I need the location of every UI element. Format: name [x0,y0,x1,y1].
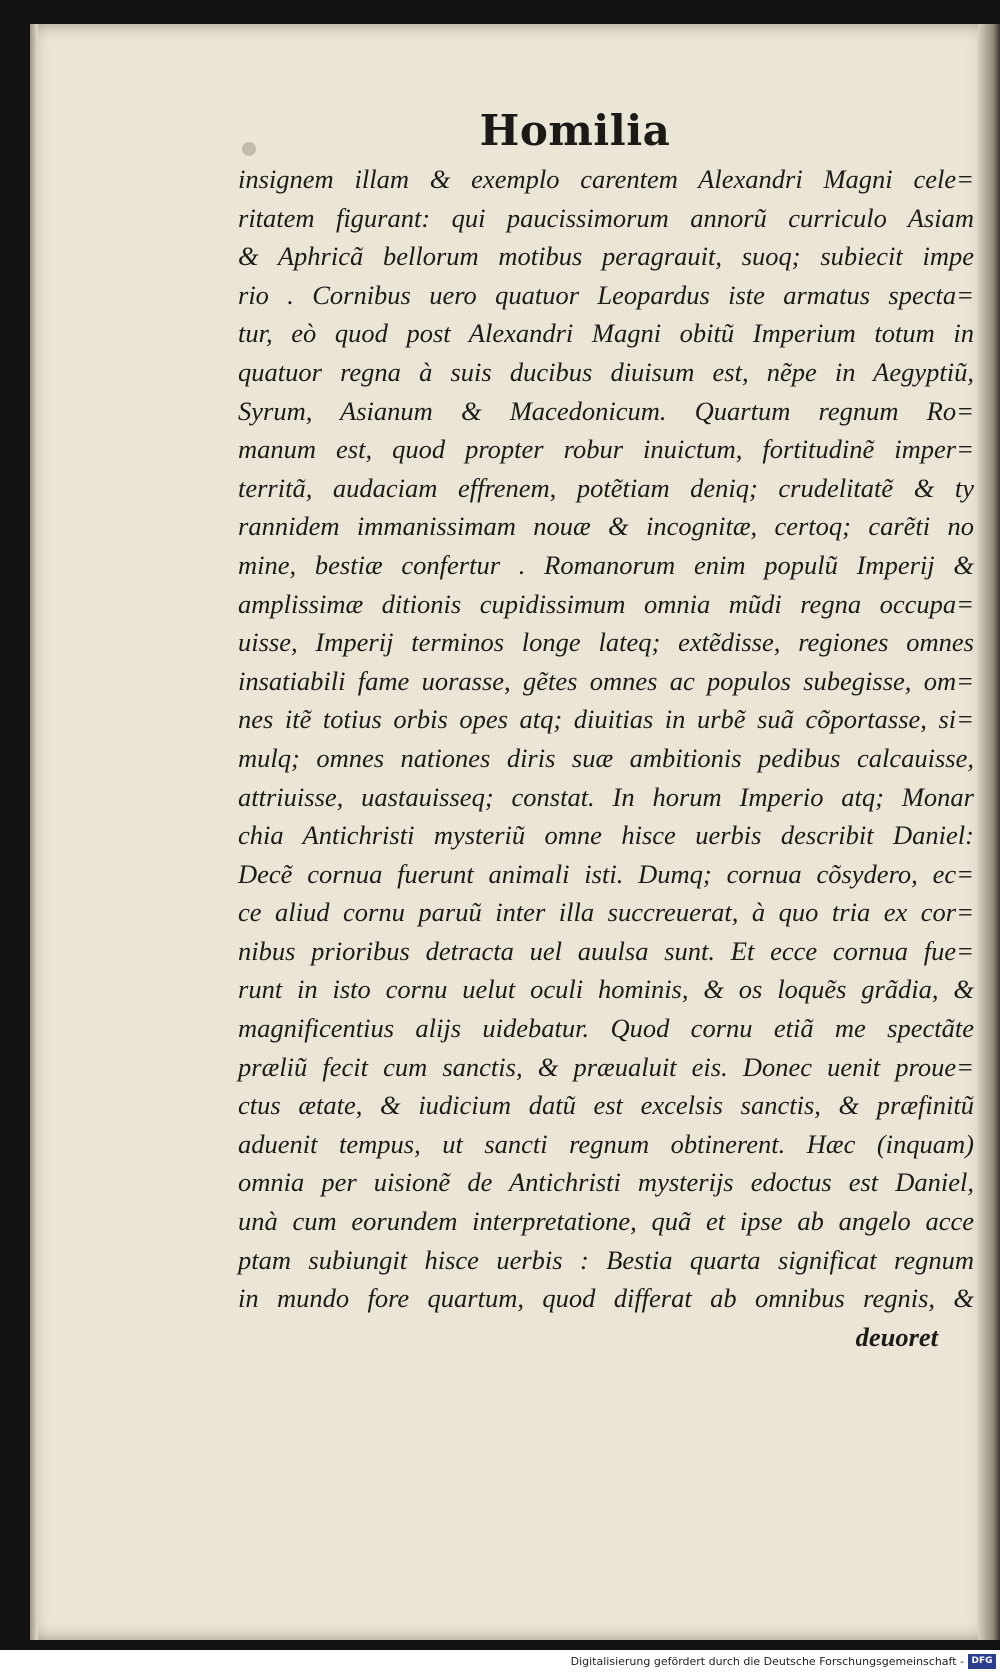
dfg-logo[interactable]: DFG [968,1654,996,1669]
text-line: & Aphricã bellorum motibus peragrauit, suoq; subiecit impe [238,241,974,272]
text-line: uisse, Imperij terminos longe lateq; extẽdisse, regiones omnes [238,627,974,658]
page-gutter [30,24,38,1640]
text-line: amplissimæ ditionis cupidissimum omnia mũdi regna occupa= [238,588,974,619]
text-line: in mundo fore quartum, quod differat ab omnibus regnis, & [238,1283,974,1314]
page-edge [978,24,1000,1640]
text-line: ritatem figurant: qui paucissimorum annorũ curriculo Asiam [238,202,974,233]
text-line: chia Antichristi mysteriũ omne hisce uerbis describit Daniel: [238,820,974,851]
text-line: mulq; omnes nationes diris suæ ambitionis pedibus calcauisse, [238,742,974,773]
text-line: rannidem immanissimam nouæ & incognitæ, certoq; carẽti no [238,511,974,542]
text-line: nibus prioribus detracta uel auulsa sunt. Et ecce cornua fue= [238,935,974,966]
text-line: insatiabili fame uorasse, gẽtes omnes ac populos subegisse, om= [238,665,974,696]
text-line: nes itẽ totius orbis opes atq; diuitias in urbẽ suã cõportasse, si= [238,704,974,735]
text-line: magnificentius alijs uidebatur. Quod cornu etiã me spectãte [238,1013,974,1044]
text-line: mine, bestiæ confertur . Romanorum enim populũ Imperij & [238,549,974,580]
text-line: tur, eò quod post Alexandri Magni obitũ Imperium totum in [238,318,974,349]
text-line: Decẽ cornua fuerunt animali isti. Dumq; cornua cõsydero, ec= [238,858,974,889]
text-line: attriuisse, uastauisseq; constat. In horum Imperio atq; Monar [238,781,974,812]
book-page [30,24,1000,1640]
body-text [238,160,974,1356]
text-line: quatuor regna à suis ducibus diuisum est, nẽpe in Aegyptiũ, [238,356,974,387]
text-line: ce aliud cornu paruũ inter illa succreuerat, à quo tria ex cor= [238,897,974,928]
text-line: manum est, quod propter robur inuictum, fortitudinẽ imper= [238,434,974,465]
text-line: ctus ætate, & iudicium datũ est excelsis sanctis, & præfinitũ [238,1090,974,1121]
text-line: Syrum, Asianum & Macedonicum. Quartum regnum Ro= [238,395,974,426]
text-line: ptam subiungit hisce uerbis : Bestia quarta significat regnum [238,1244,974,1275]
text-line: insignem illam & exemplo carentem Alexandri Magni cele= [238,164,974,194]
text-line: territã, audaciam effrenem, potẽtiam deniq; crudelitatẽ & ty [238,472,974,503]
text-line: omnia per uisionẽ de Antichristi mysterijs edoctus est Daniel, [238,1167,974,1198]
running-head-text: Homilia [479,106,671,155]
text-line: aduenit tempus, ut sancti regnum obtinerent. Hæc (inquam) [238,1128,974,1159]
running-head [30,106,1000,155]
catchword: deuoret [855,1321,938,1352]
text-line: præliũ fecit cum sanctis, & præualuit eis. Donec uenit proue= [238,1051,974,1082]
text-line: rio . Cornibus uero quatuor Leopardus iste armatus specta= [238,279,974,310]
text-line: runt in isto cornu uelut oculi hominis, & os loquẽs grãdia, & [238,974,974,1005]
text-line: unà cum eorundem interpretatione, quã et ipse ab angelo acce [238,1206,974,1237]
footer-bar [0,1650,1000,1674]
footer-credit: Digitalisierung gefördert durch die Deutsche Forschungsgemeinschaft - [570,1655,964,1668]
